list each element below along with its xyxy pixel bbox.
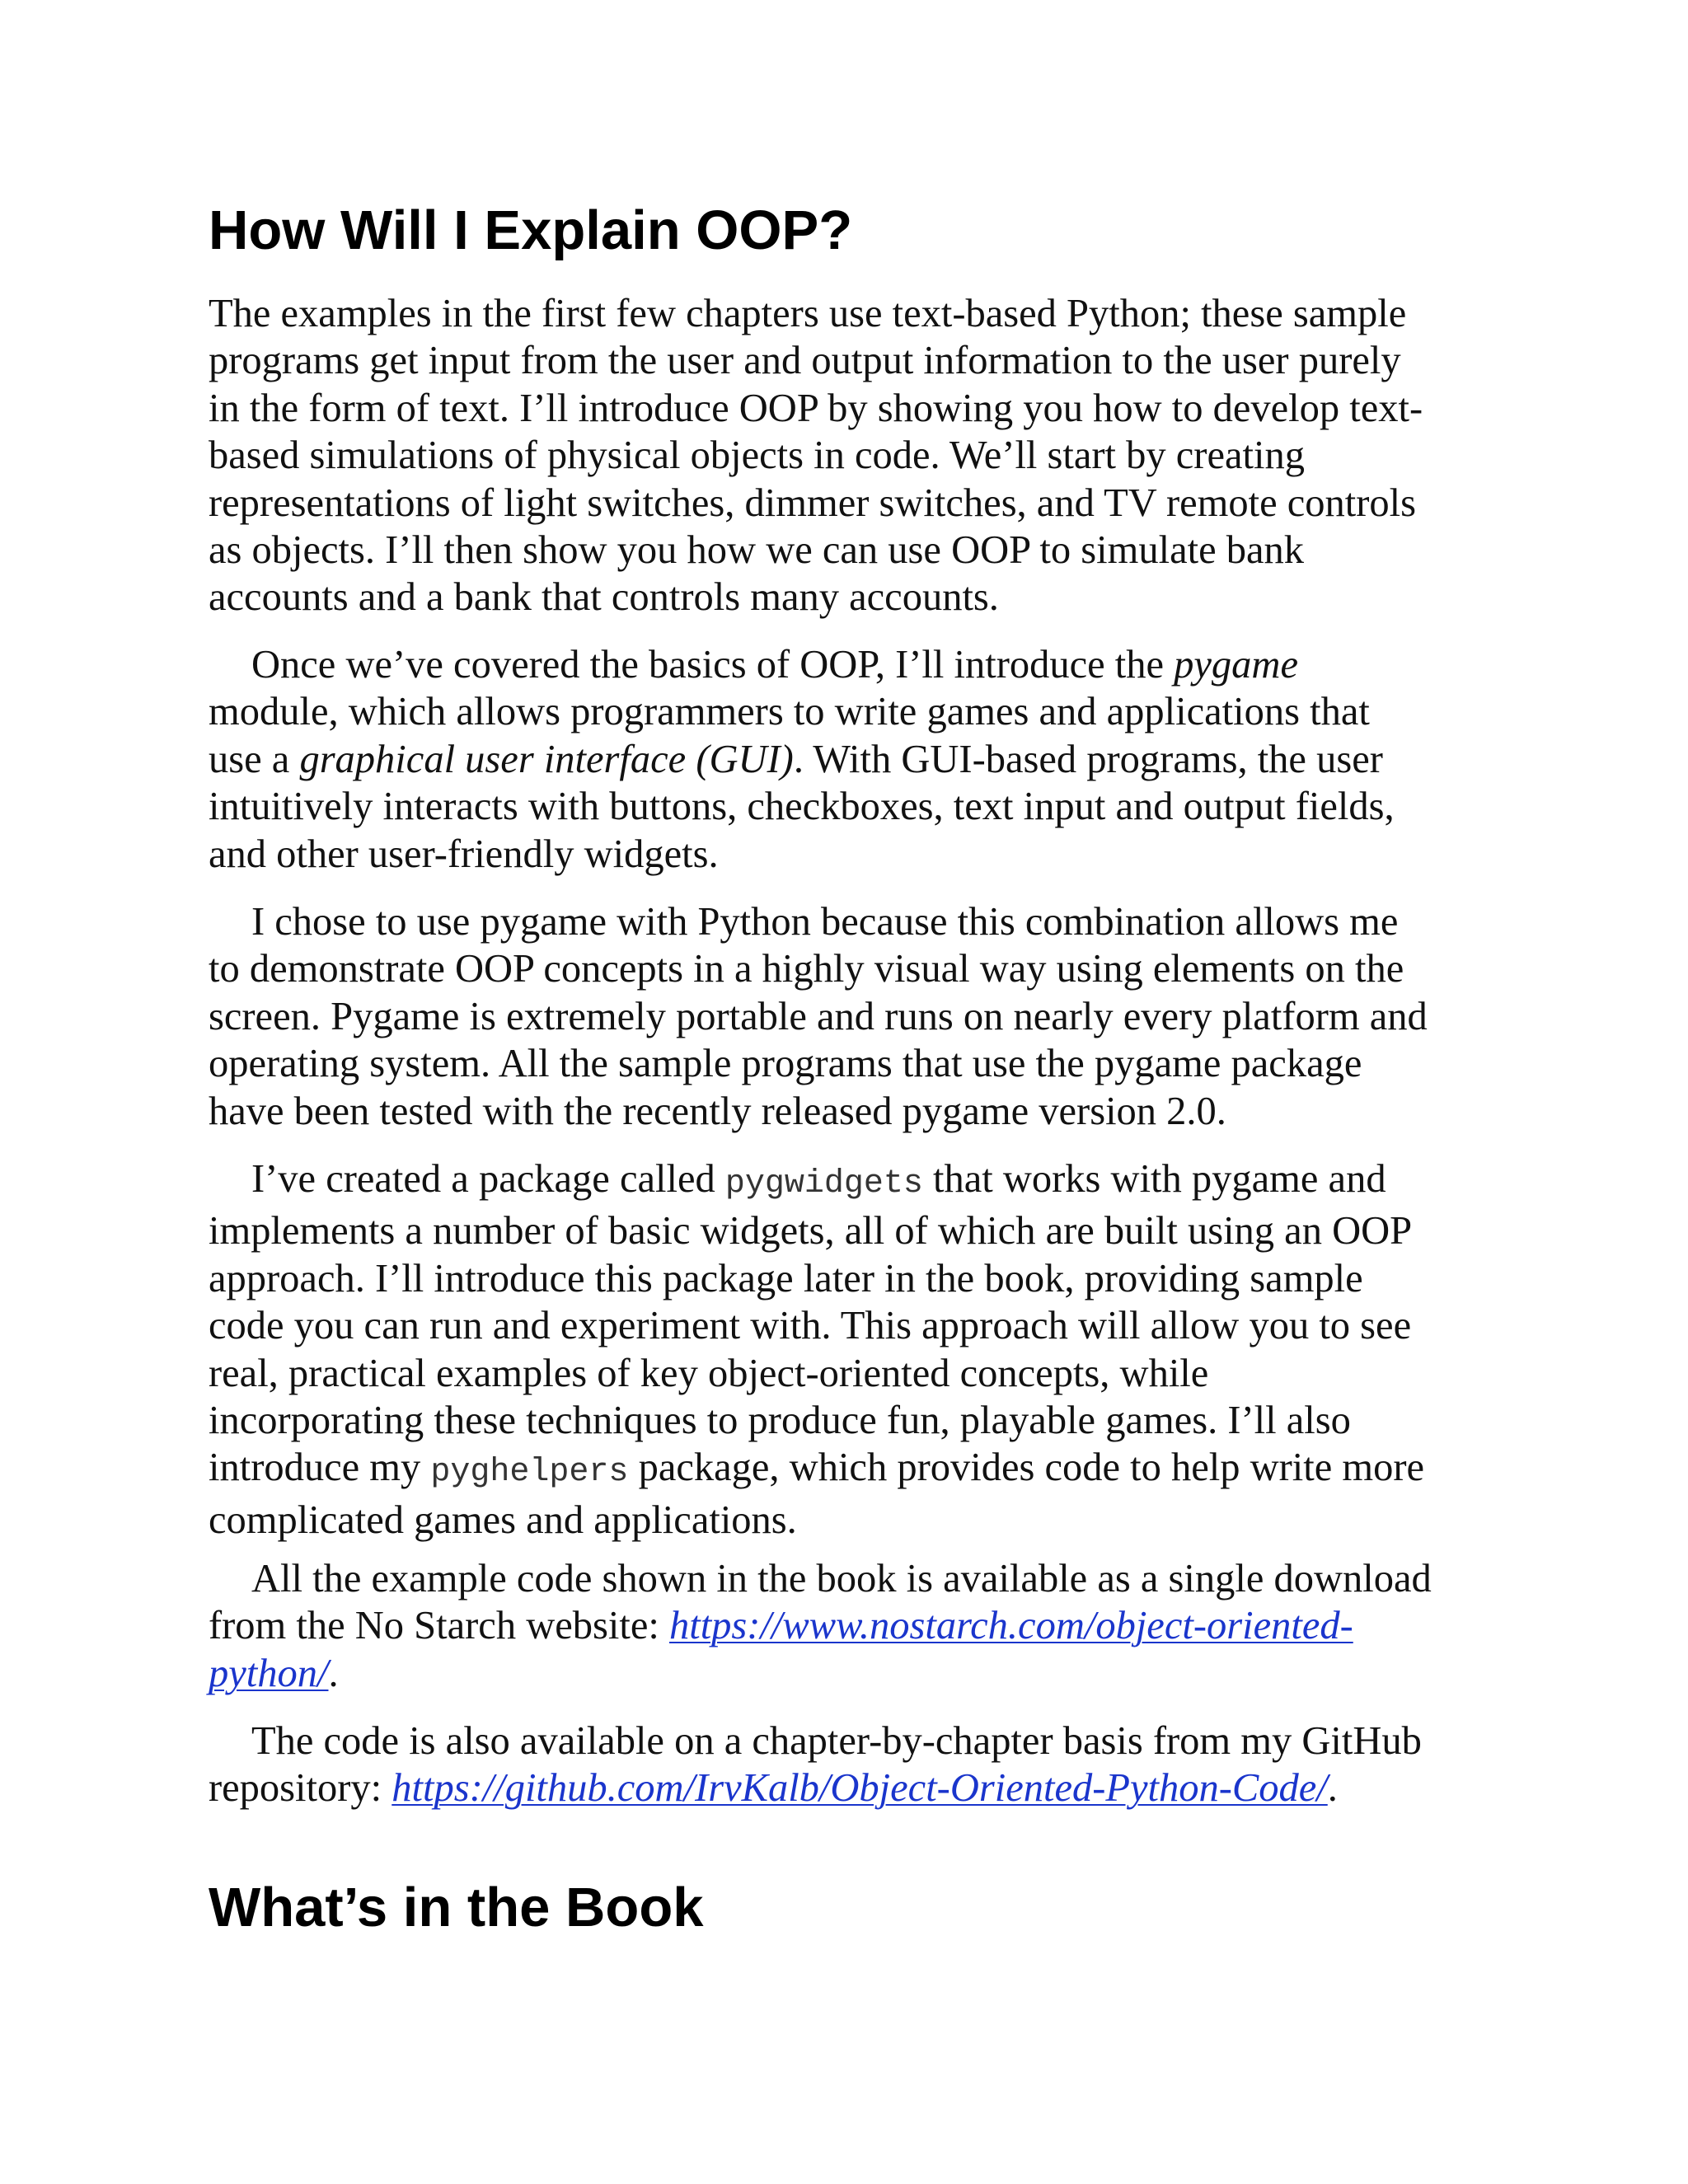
text-run: Once we’ve covered the basics of OOP, I’ll introduce the (251, 643, 1175, 687)
text-line: and other user-friendly widgets. (209, 832, 719, 876)
text-run: use a (209, 737, 300, 781)
text-line: I chose to use pygame with Python because this combination allows me (251, 900, 1399, 944)
github-link[interactable]: https://github.com/IrvKalb/Object-Oriented-Python-Code/ (392, 1766, 1328, 1811)
text-line (209, 1765, 1422, 1811)
text-run: . With GUI-based programs, the user (793, 737, 1383, 781)
paragraph-download (209, 1555, 1432, 1697)
text-line (209, 1650, 1432, 1697)
paragraph-pygame-intro (209, 641, 1395, 878)
text-line: code you can run and experiment with. This approach will allow you to see (209, 1304, 1412, 1348)
pygwidgets-code: pygwidgets (724, 1165, 923, 1202)
nostarch-link[interactable]: https://www.nostarch.com/object-oriented- (668, 1604, 1353, 1648)
text-line: The examples in the first few chapters use text-based Python; these sample (209, 292, 1407, 335)
text-line: in the form of text. I’ll introduce OOP by showing you how to develop text- (209, 386, 1423, 430)
text-run: repository: (209, 1766, 392, 1811)
paragraph-text-based-examples (209, 290, 1423, 621)
text-line: All the example code shown in the book is available as a single download (251, 1557, 1432, 1601)
text-line (209, 736, 1395, 783)
paragraph-why-pygame (209, 898, 1428, 1135)
text-line (209, 1155, 1424, 1207)
text-line: The code is also available on a chapter-by-chapter basis from my GitHub (251, 1719, 1422, 1763)
text-run: . (328, 1651, 339, 1695)
text-run: I’ve created a package called (251, 1157, 725, 1201)
text-line (209, 1444, 1424, 1496)
pygame-term: pygame (1174, 643, 1298, 687)
text-line: representations of light switches, dimmer switches, and TV remote controls (209, 480, 1417, 525)
text-line: screen. Pygame is extremely portable and runs on nearly every platform and (209, 994, 1428, 1038)
nostarch-link-continued[interactable]: python/ (209, 1651, 329, 1695)
text-line: approach. I’ll introduce this package later in the book, providing sample (209, 1256, 1363, 1301)
text-line (209, 641, 1395, 688)
pyghelpers-code: pyghelpers (430, 1454, 629, 1492)
text-run: introduce my (209, 1446, 431, 1490)
text-run: that works with pygame and (922, 1157, 1386, 1201)
text-line: module, which allows programmers to write games and applications that (209, 690, 1370, 734)
section-heading-whats-in-book: What’s in the Book (209, 1877, 704, 1938)
text-line: incorporating these techniques to produce fun, playable games. I’ll also (209, 1399, 1351, 1443)
text-run: package, which provides code to help write more (628, 1446, 1425, 1490)
gui-term: graphical user interface (GUI) (299, 737, 794, 781)
text-line: intuitively interacts with buttons, checkboxes, text input and output fields, (209, 785, 1395, 829)
text-line (209, 1602, 1432, 1649)
paragraph-github (209, 1718, 1422, 1812)
text-line: implements a number of basic widgets, all of which are built using an OOP (209, 1209, 1413, 1254)
text-line: real, practical examples of key object-oriented concepts, while (209, 1351, 1209, 1395)
text-line: complicated games and applications. (209, 1497, 797, 1542)
text-line: based simulations of physical objects in code. We’ll start by creating (209, 434, 1305, 478)
text-run: . (1327, 1766, 1338, 1811)
section-heading-explain-oop: How Will I Explain OOP? (209, 199, 853, 261)
text-line: as objects. I’ll then show you how we can use OOP to simulate bank (209, 528, 1305, 573)
text-line: accounts and a bank that controls many accounts. (209, 575, 999, 620)
text-run: from the No Starch website: (209, 1604, 669, 1648)
paragraph-pygwidgets (209, 1155, 1424, 1544)
text-line: to demonstrate OOP concepts in a highly visual way using elements on the (209, 947, 1404, 991)
text-line: programs get input from the user and output information to the user purely (209, 339, 1401, 383)
text-line: operating system. All the sample programs that use the pygame package (209, 1042, 1362, 1086)
text-line: have been tested with the recently released pygame version 2.0. (209, 1089, 1226, 1133)
